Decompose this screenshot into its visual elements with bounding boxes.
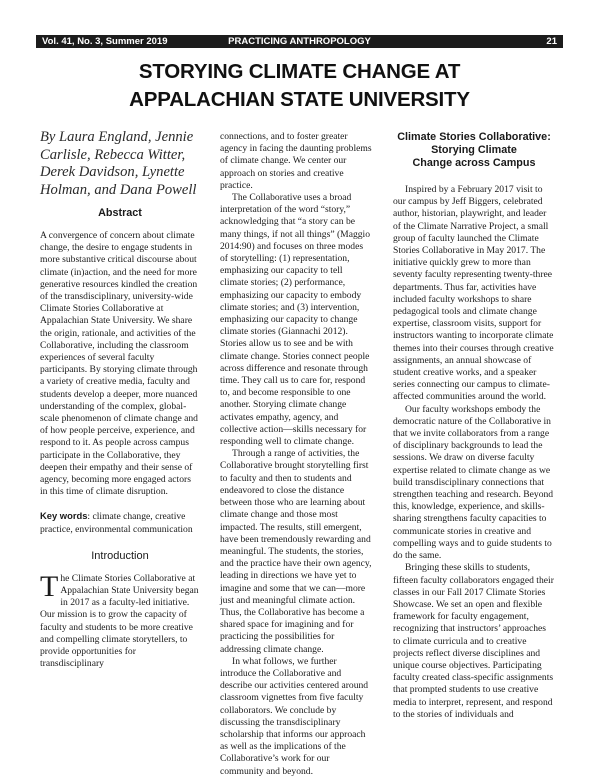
keywords-text: : climate change, creative practice, environmental communication [40,511,193,535]
title-line-1: STORYING CLIMATE CHANGE AT [138,60,461,83]
abstract-text: A convergence of concern about climate change, the desire to engage students in more substantive critical discourse about climate (in)action, and the need for more generative resources kindled the creation of the transdisciplinary, university-wide Climate Stories Collaborative at Appalachian State University. We share the origin, rationale, and activities of the Collaborative, including the classroom experiences of several faculty participants. By storying climate through a variety of creative media, faculty and students develop a deeper, more nuanced understanding of the complex, global-scale phenomenon of climate change and of how people perceive, experience, and respond to it. As people across campus participate in the Collaborative, they deepen their empathy and their sense of agency, becoming more engaged actors in this time of climate disruption. [40,230,198,498]
column-1 [40,129,200,671]
col3-paragraph-1: Inspired by a February 2017 visit to our campus by Jeff Biggers, celebrated author, historian, playwright, and leader of the Climate Narrative Project, a small group of faculty launched the Climate Stories Collaborative in May 2017. The initiative quickly grew to more than seventy faculty representing twenty-three departments. Thus far, activities have included faculty workshops to share pedagogical tools and climate change expertise, classroom visits, support for instructors wanting to incorporate climate themes into their courses through creative assignments, an annual showcase of student creative works, and a speaker series connecting our campus to climate-affected communities around the world. [393,184,554,403]
page-number: 21 [546,36,557,47]
article-title [36,58,563,114]
introduction-body: he Climate Stories Collaborative at Appalachian State University began in 2017 as a faculty-led initiative. Our mission is to grow the capacity of faculty and students to be more creative and compelling climate storytellers, to provide opportunities for transdisciplinary [40,572,199,670]
author-byline: By Laura England, Jennie Carlisle, Rebecca Witter, Derek Davidson, Lynette Holman, and Dana Powell [40,129,197,198]
issue-info: Vol. 41, No. 3, Summer 2019 [42,36,168,47]
keywords [40,510,200,535]
section-heading [393,131,555,170]
col2-paragraph-1: connections, and to foster greater agency in facing the daunting problems of climate change. We center our approach on stories and creative practice. [220,131,372,191]
keywords-label: Key words [40,510,88,522]
drop-cap: T [40,569,59,603]
section-heading-line-2: Storying Climate [431,144,517,156]
col2-paragraph-3: Through a range of activities, the Collaborative brought storytelling first to faculty and then to students and endeavored to close the distance between those who are learning about climate change and those most impacted. The results, still emergent, have been tremendously rewarding and meaningful. The students, the stories, and the practice have their own agency, leading in directions we have yet to imagine and some that we can—more just and meaningful climate action. Thus, the Collaborative has become a shared space for imagining and for practicing the possibilities for addressing climate change. [220,448,372,655]
column-2 [220,131,372,778]
running-header [36,35,563,48]
journal-name: PRACTICING ANTHROPOLOGY [228,36,371,47]
col3-paragraph-3: Bringing these skills to students, fifteen faculty collaborators engaged their classes in our Fall 2017 Climate Stories Showcase. We set an open and flexible framework for faculty engagement, recognizing that instructors’ approaches to climate curricula and to creative projects reflect diverse disciplines and unique course objectives. Participating faculty created class-specific assignments that prompted students to use creative media to interpret, represent, and respond to the stories of individuals and [393,562,554,720]
section-heading-line-1: Climate Stories Collaborative: [397,131,551,143]
introduction-heading: Introduction [91,549,149,562]
col3-paragraph-2: Our faculty workshops embody the democratic nature of the Collaborative in that we invite collaborators from a range of disciplinary backgrounds to lead the sessions. We draw on diverse faculty expertise related to climate change as we build transdisciplinary connections that strengthen teaching and research. Beyond this, knowledge, experience, and skills-sharing strengthens faculty capacities to communicate stories in creative and compelling ways and to guide students to do the same. [393,403,554,562]
col2-paragraph-4: In what follows, we further introduce the Collaborative and describe our activities centered around classroom vignettes from five faculty collaborators. We conclude by discussing the transdisciplinary scholarship that informs our approach as well as the implications of the Collaborative’s work for our community and beyond. [220,655,369,777]
col2-paragraph-2: The Collaborative uses a broad interpretation of the word “story,” acknowledging that “a story can be many things, if not all things” (Maggio 2014:90) and focuses on three modes of storytelling: (1) representation, emphasizing our capacity to tell climate stories; (2) performance, emphasizing our capacity to embody climate stories; and (3) intervention, emphasizing our capacity to change climate stories (Giannachi 2012). Stories allow us to see and be with climate change. Stories connect people across difference and resonate through time. They call us to care for, respond to, and become responsible to one another. Storying climate change activates empathy, agency, and collective action—skills necessary for responding well to climate change. [220,192,371,448]
section-heading-line-3: Change across Campus [412,157,536,169]
title-line-2: APPALACHIAN STATE UNIVERSITY [129,88,470,111]
introduction-text [40,569,200,671]
abstract-heading: Abstract [98,207,142,219]
column-3 [393,131,555,721]
